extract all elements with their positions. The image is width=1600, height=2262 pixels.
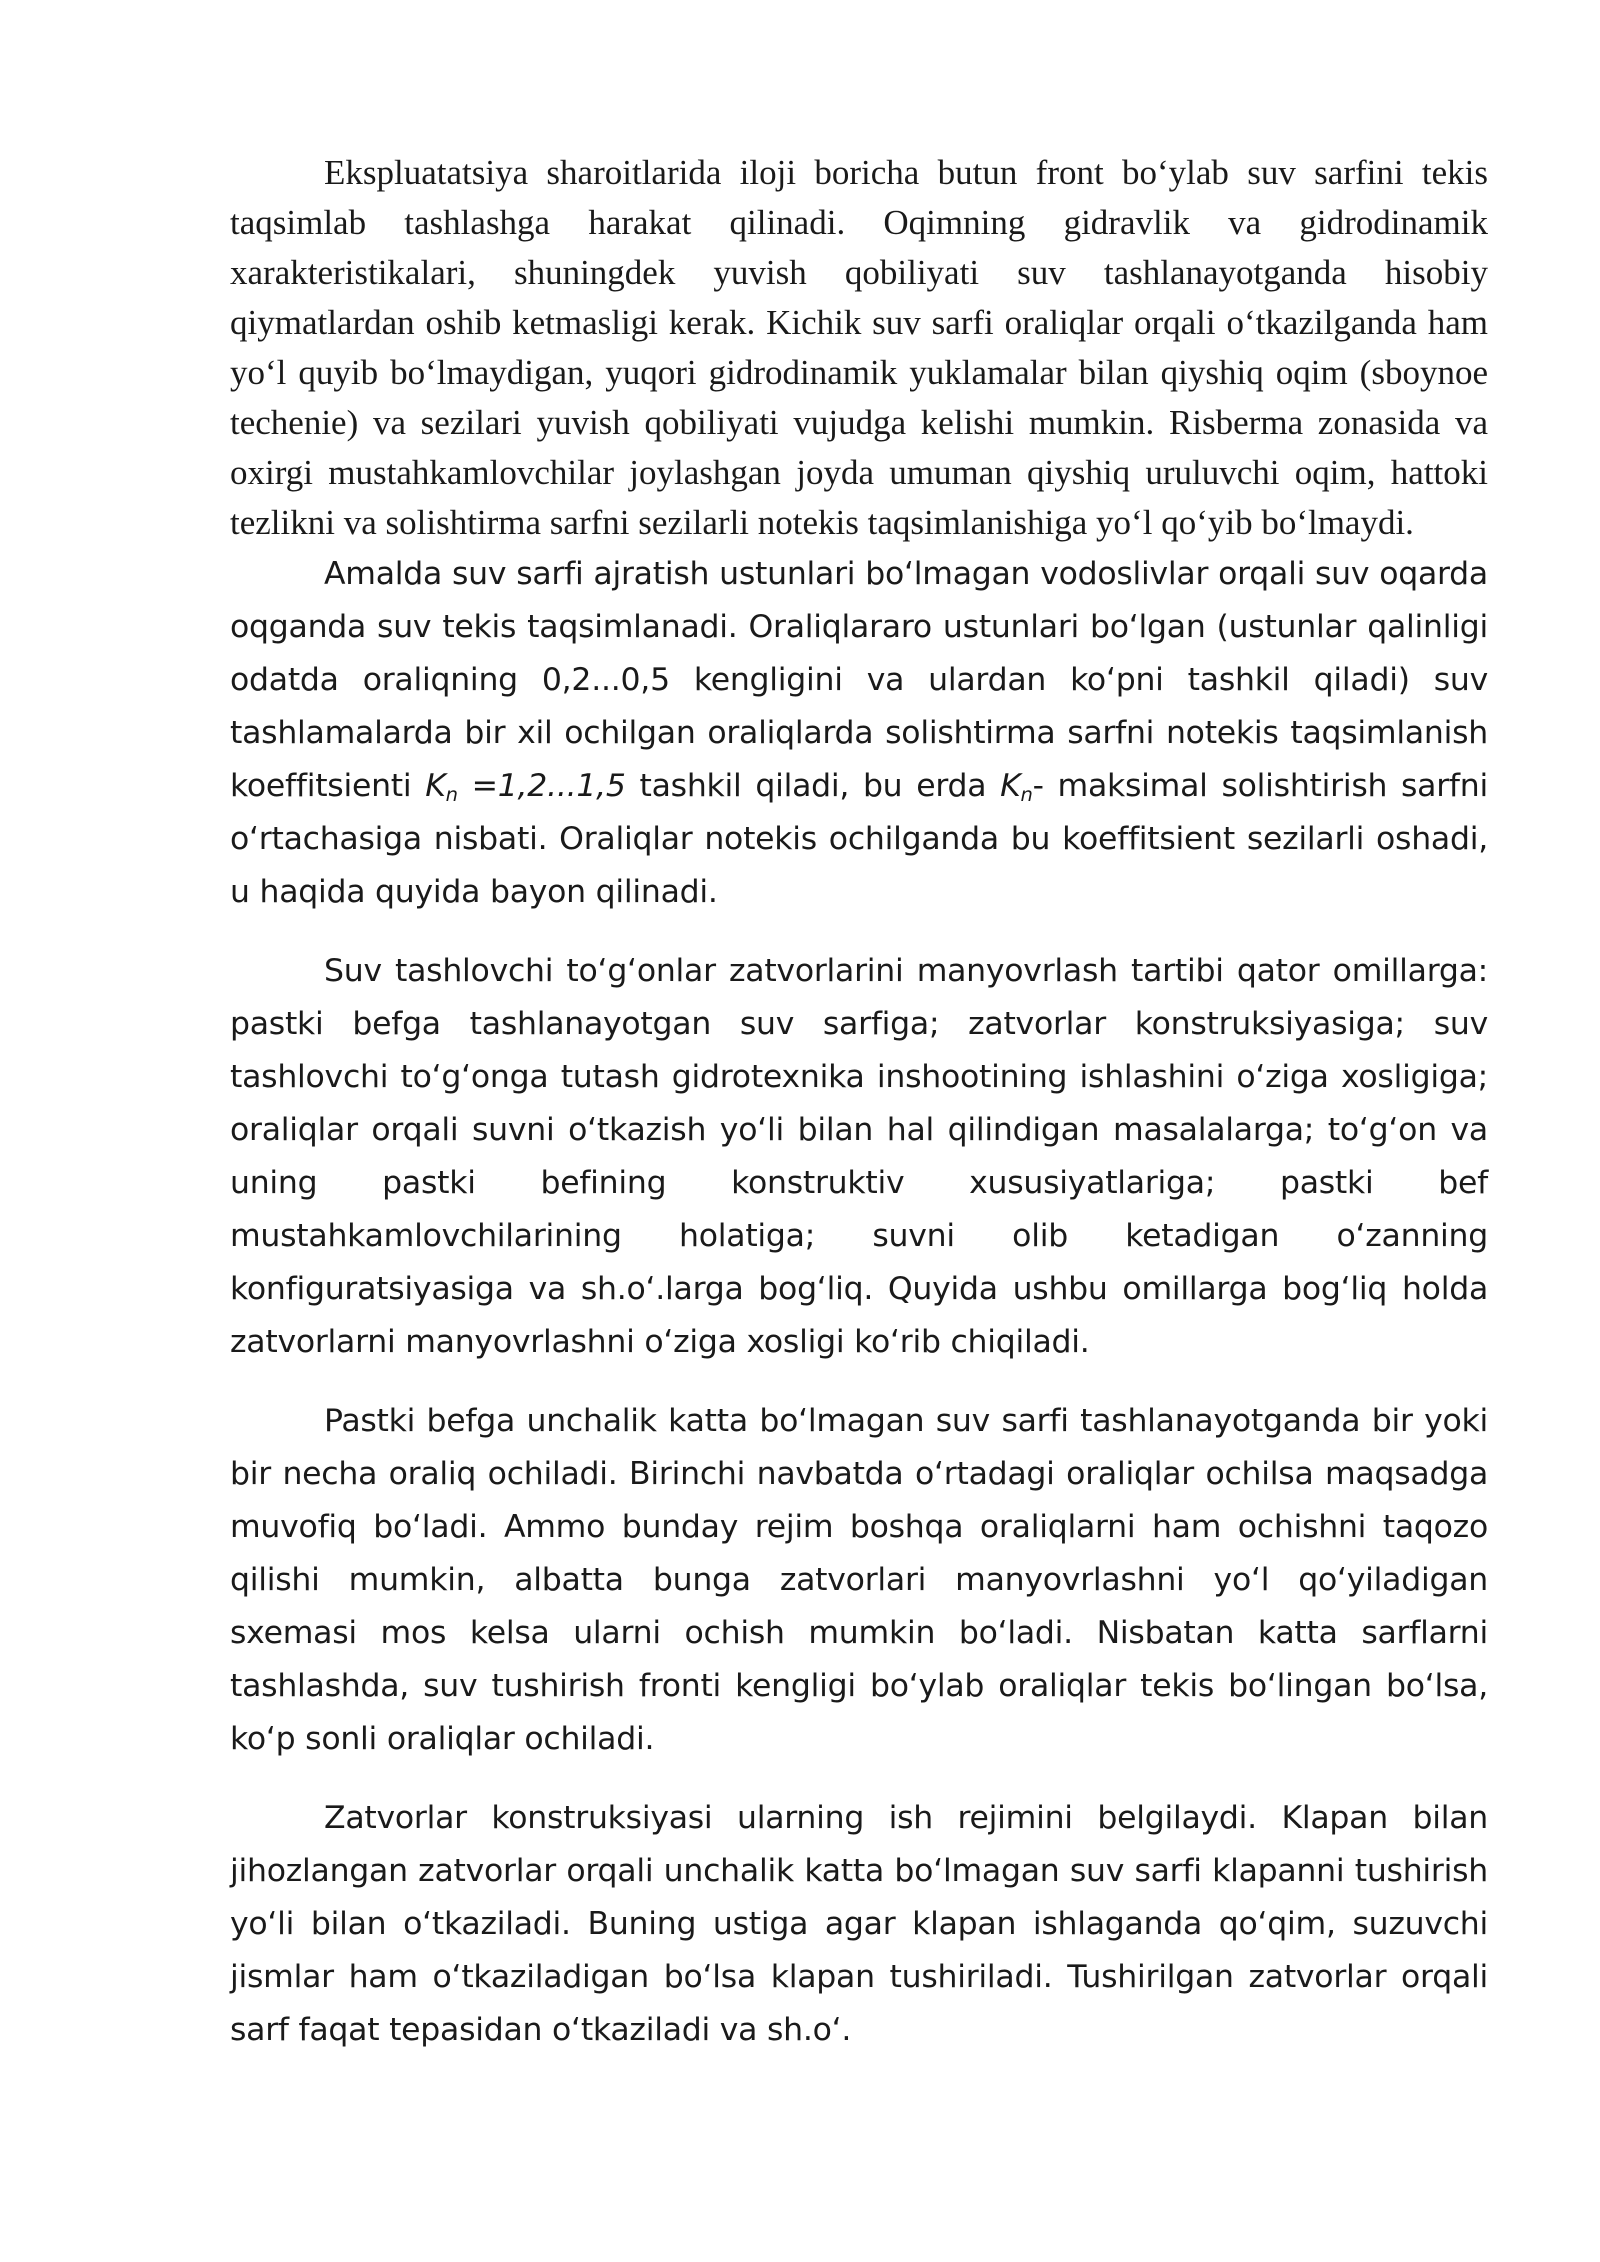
paragraph-operation-conditions: Ekspluatatsiya sharoitlarida iloji boricha butun front bo‘ylab suv sarfini tekis taqsimlab tashlashga harakat qilinadi. Oqimning gidravlik va gidrodinamik xarakteristikalari, shuningdek yuvish qobiliyati suv tashlanayotganda hisobiy qiymatlardan oshib ketmasligi kerak. Kichik suv sarfi oraliqlar orqali o‘tkazilganda ham yo‘l quyib bo‘lmaydigan, yuqori gidrodinamik yuklamalar bilan qiyshiq oqim (sboynoe techenie) va sezilari yuvish qobiliyati vujudga kelishi mumkin. Risberma zonasida va oxirgi mustahkamlovchilar joylashgan joyda umuman qiyshiq uruluvchi oqim, hattoki tezlikni va solishtirma sarfni sezilarli notekis taqsimlanishiga yo‘l qo‘yib bo‘lmaydi. bbox=[230, 153, 1488, 542]
coefficient-symbol: $K_n =1,2...1,5$ bbox=[425, 768, 626, 806]
paragraph-flow-distribution-text-3: - maksimal solishtirish sarfni oʻrtachasiga nisbati. Oraliqlar notekis ochilganda bu koeffitsient sezilarli oshadi, u haqida quyida bayon qilinadi. bbox=[230, 768, 1488, 910]
paragraph-flow-distribution-text-2: tashkil qiladi, bu erda bbox=[625, 768, 1001, 804]
paragraph-flow-distribution-text-1: Amalda suv sarfi ajratish ustunlari boʻlmagan vodoslivlar orqali suv oqarda oqganda suv tekis taqsimlanadi. Oraliqlararo ustunlari boʻlgan (ustunlar qalinligi odatda oraliqning 0,2...0,5 kengligini va ulardan koʻpni tashkil qiladi) suv tashlamalarda bir xil ochilgan oraliqlarda solishtirma sarfni notekis taqsimlanish koeffitsienti bbox=[230, 556, 1488, 804]
paragraph-small-discharge: Pastki befga unchalik katta boʻlmagan suv sarfi tashlanayotganda bir yoki bir necha oraliq ochiladi. Birinchi navbatda oʻrtadagi oraliqlar ochilsa maqsadga muvofiq boʻladi. Ammo bunday rejim boshqa oraliqlarni ham ochishni taqozo qilishi mumkin, albatta bunga zatvorlari manyovrlashni yoʻl qoʻyiladigan sxemasi mos kelsa ularni ochish mumkin boʻladi. Nisbatan katta sarflarni tashlashda, suv tushirish fronti kengligi boʻylab oraliqlar tekis boʻlingan boʻlsa, koʻp sonli oraliqlar ochiladi. bbox=[230, 1403, 1488, 1757]
paragraph-gate-construction: Zatvorlar konstruksiyasi ularning ish rejimini belgilaydi. Klapan bilan jihozlangan zatvorlar orqali unchalik katta boʻlmagan suv sarfi klapanni tushirish yoʻli bilan oʻtkaziladi. Buning ustiga agar klapan ishlaganda qoʻqim, suzuvchi jismlar ham oʻtkaziladigan boʻlsa klapan tushiriladi. Tushirilgan zatvorlar orqali sarf faqat tepasidan oʻtkaziladi va sh.oʻ. bbox=[230, 1800, 1488, 2048]
paragraph-gate-maneuvering: Suv tashlovchi toʻgʻonlar zatvorlarini manyovrlash tartibi qator omillarga: pastki befga tashlanayotgan suv sarfiga; zatvorlar konstruksiyasiga; suv tashlovchi toʻgʻonga tutash gidrotexnika inshootining ishlashini oʻziga xosligiga; oraliqlar orqali suvni oʻtkazish yoʻli bilan hal qilindigan masalalarga; toʻgʻon va uning pastki befining konstruktiv xususiyatlariga; pastki bef mustahkamlovchilarining holatiga; suvni olib ketadigan oʻzanning konfiguratsiyasiga va sh.oʻ.larga bogʻliq. Quyida ushbu omillarga bogʻliq holda zatvorlarni manyovrlashni oʻziga xosligi koʻrib chiqiladi. bbox=[230, 953, 1488, 1360]
paragraph-flow-distribution bbox=[230, 548, 1488, 919]
coefficient-symbol-2: $K_n$ bbox=[1000, 768, 1033, 806]
document-page bbox=[230, 148, 1488, 2057]
